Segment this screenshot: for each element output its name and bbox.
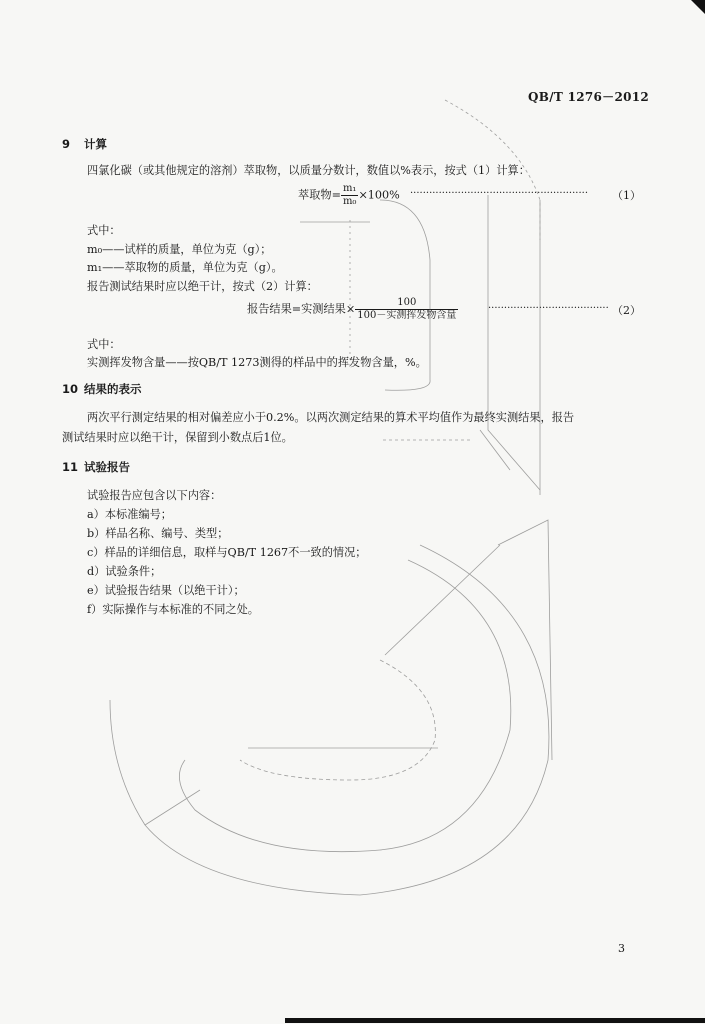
- formula-1-numerator: m₁: [342, 183, 357, 194]
- formula-1-lhs: 萃取物=: [298, 188, 341, 202]
- report-item-f: f）实际操作与本标准的不同之处。: [87, 603, 259, 616]
- report-item-e: e）试验报告结果（以绝干计）；: [87, 584, 245, 597]
- section-10-number: 10: [62, 382, 79, 396]
- formula-1-number: （1）: [612, 189, 641, 202]
- formula-2-denominator: 100－实测挥发物含量: [357, 310, 457, 321]
- section-9-intro: 四氯化碳（或其他规定的溶剂）萃取物，以质量分数计，数值以%表示，按式（1）计算：: [87, 164, 530, 177]
- formula-2-leader-dots: ······································: [488, 303, 609, 314]
- variable-volatile-content: 实测挥发物含量——按QB/T 1273测得的样品中的挥发物含量，%。: [87, 356, 427, 369]
- variable-m1: m₁——萃取物的质量，单位为克（g）。: [87, 261, 283, 274]
- section-10-paragraph-line-2: 测试结果时应以绝干计，保留到小数点后1位。: [62, 431, 293, 444]
- formula-1-tail: ×100%: [358, 188, 400, 202]
- report-item-b: b）样品名称、编号、类型；: [87, 527, 229, 540]
- page-number: 3: [618, 942, 625, 955]
- formula-2-lhs: 报告结果=实测结果×: [247, 302, 356, 316]
- section-11-number: 11: [62, 460, 79, 474]
- section-9-number: 9: [62, 137, 71, 151]
- where-label-2: 式中：: [87, 338, 121, 351]
- variable-m0: m₀——试样的质量，单位为克（g）；: [87, 243, 272, 256]
- formula-1-leader-dots: ························································: [410, 188, 589, 199]
- section-10-title: 结果的表示: [84, 382, 142, 396]
- report-item-c: c）样品的详细信息，取样与QB/T 1267不一致的情况；: [87, 546, 367, 559]
- where-label-1: 式中：: [87, 224, 121, 237]
- report-item-a: a）本标准编号；: [87, 508, 172, 521]
- formula-1-denominator: m₀: [342, 196, 357, 207]
- report-calc-line: 报告测试结果时应以绝干计，按式（2）计算：: [87, 280, 318, 293]
- section-11-title: 试验报告: [84, 460, 130, 474]
- formula-2-number: （2）: [612, 304, 641, 317]
- section-10-paragraph-line-1: 两次平行测定结果的相对偏差应小于0.2%。以两次测定结果的算术平均值作为最终实测结果，报告: [87, 411, 575, 424]
- section-11-intro: 试验报告应包含以下内容：: [87, 489, 222, 502]
- report-item-d: d）试验条件；: [87, 565, 162, 578]
- formula-2-numerator: 100: [355, 297, 458, 310]
- scan-bottom-edge: [285, 1018, 705, 1023]
- standard-code: QB/T 1276－2012: [528, 90, 650, 104]
- section-9-title: 计算: [84, 137, 107, 151]
